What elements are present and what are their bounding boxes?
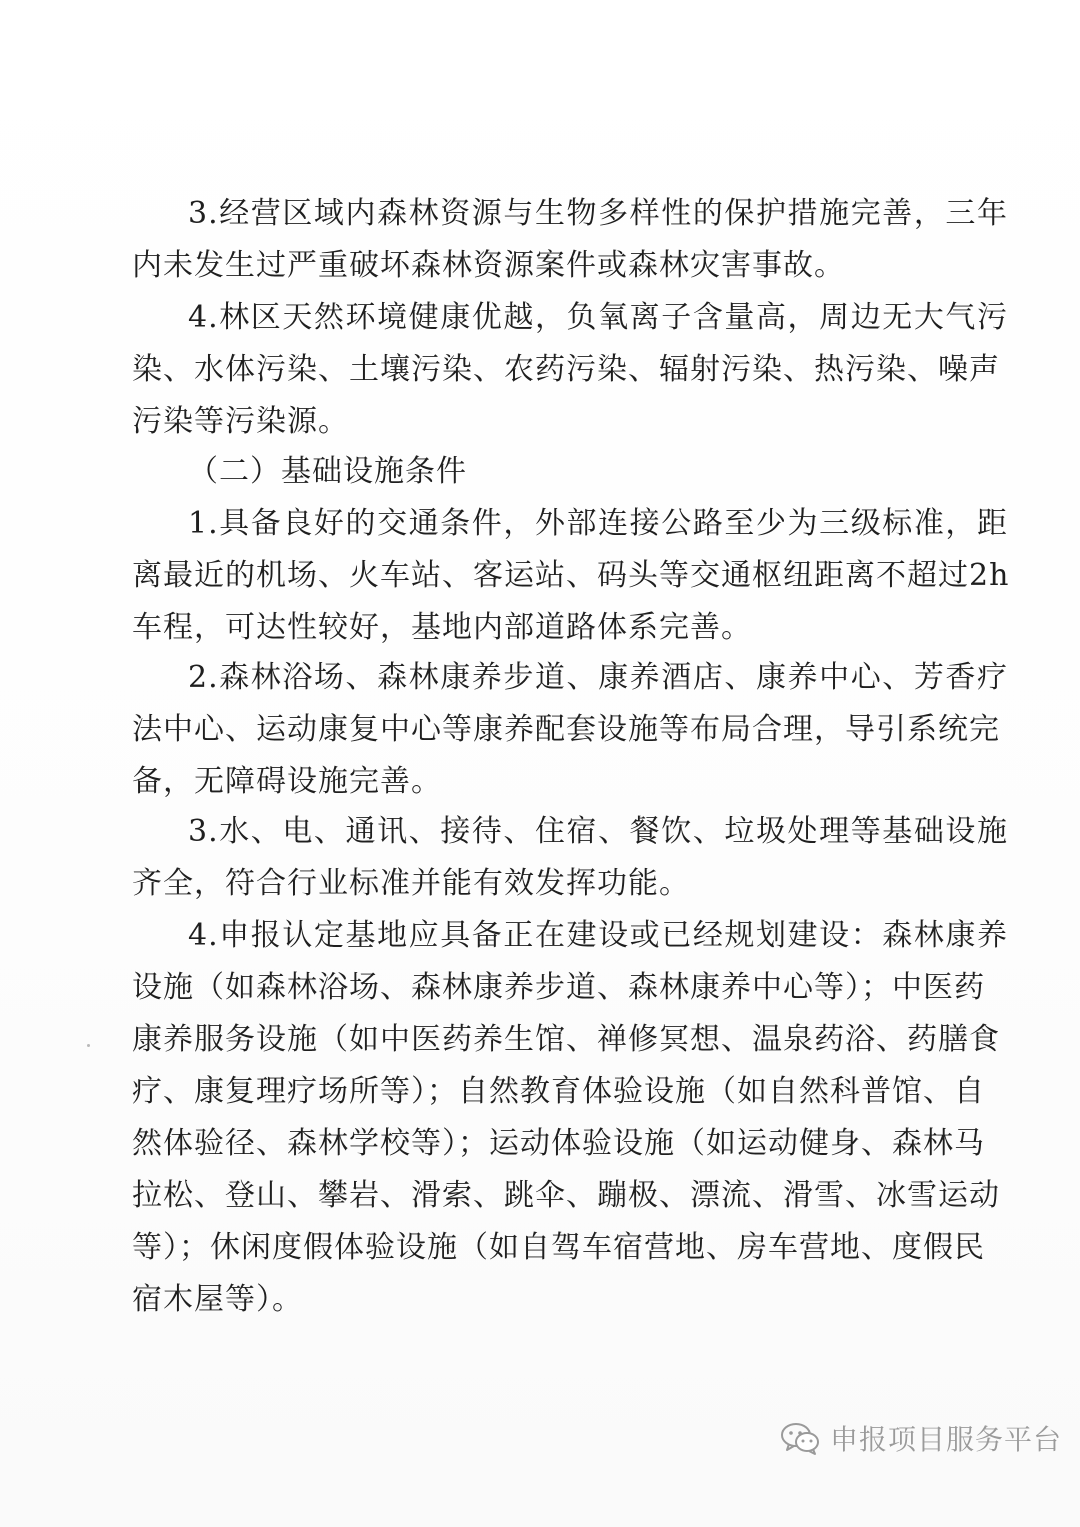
watermark-text: 申报项目服务平台 — [830, 1423, 1063, 1456]
paragraph-line: 疗、康复理疗场所等）；自然教育体验设施（如自然科普馆、自 — [132, 1074, 985, 1109]
paragraph-line: 然体验径、森林学校等）；运动体验设施（如运动健身、森林马 — [132, 1126, 985, 1161]
paragraph-line: 染、水体污染、土壤污染、农药污染、辐射污染、热污染、噪声 — [132, 352, 1000, 387]
paragraph-line: 车程，可达性较好，基地内部道路体系完善。 — [132, 610, 752, 645]
paragraph-line: 内未发生过严重破坏森林资源案件或森林灾害事故。 — [132, 248, 845, 283]
watermark — [780, 1416, 1062, 1460]
paragraph-line: 设施（如森林浴场、森林康养步道、森林康养中心等）；中医药 — [132, 970, 985, 1005]
paragraph-line: 2.森林浴场、森林康养步道、康养酒店、康养中心、芳香疗 — [188, 660, 1008, 695]
wechat-icon — [780, 1420, 820, 1456]
paragraph-line: 3.水、电、通讯、接待、住宿、餐饮、垃圾处理等基础设施 — [188, 814, 1008, 849]
paragraph-line: 4.申报认定基地应具备正在建设或已经规划建设：森林康养 — [188, 918, 1008, 953]
scan-speck — [87, 1044, 90, 1047]
paragraph-line: 拉松、登山、攀岩、滑索、跳伞、蹦极、漂流、滑雪、冰雪运动 — [132, 1178, 1000, 1213]
paragraph-line: 离最近的机场、火车站、客运站、码头等交通枢纽距离不超过2h — [132, 558, 1010, 593]
paragraph-line: 4.林区天然环境健康优越，负氧离子含量高，周边无大气污 — [188, 300, 1008, 335]
paragraph-line: 1.具备良好的交通条件，外部连接公路至少为三级标准，距 — [188, 506, 1008, 541]
paragraph-line: 康养服务设施（如中医药养生馆、禅修冥想、温泉药浴、药膳食 — [132, 1022, 1000, 1057]
paragraph-line: 齐全，符合行业标准并能有效发挥功能。 — [132, 866, 690, 901]
paragraph-line: 等）；休闲度假体验设施（如自驾车宿营地、房车营地、度假民 — [132, 1230, 985, 1265]
paragraph-line: 法中心、运动康复中心等康养配套设施等布局合理，导引系统完 — [132, 712, 1000, 747]
paragraph-line: 3.经营区域内森林资源与生物多样性的保护措施完善，三年 — [188, 196, 1008, 231]
paragraph-line: 污染等污染源。 — [132, 404, 349, 439]
section-heading: （二）基础设施条件 — [188, 454, 467, 489]
paragraph-line: 备，无障碍设施完善。 — [132, 764, 442, 799]
paragraph-line: 宿木屋等）。 — [132, 1282, 303, 1317]
